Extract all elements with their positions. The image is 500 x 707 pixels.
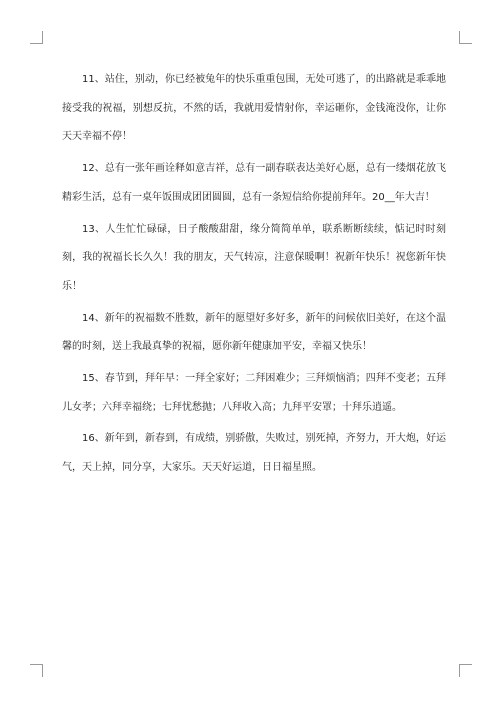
paragraph-14: 14、新年的祝福数不胜数，新年的愿望好多好多，新年的问候依旧美好，在这个温馨的时刻，送上我最真挚的祝福，愿你新年健康加平安，幸福又快乐！: [62, 312, 446, 353]
crop-mark-bottom-left: [30, 664, 43, 677]
paragraph-11: 11、站住，别动，你已经被兔年的快乐重重包围，无处可逃了，的出路就是乖乖地接受我的祝福，别想反抗，不然的话，我就用爱情射你，幸运砸你，金钱淹没你，让你天天幸福不停！: [62, 74, 446, 143]
paragraph-16: 16、新年到，新春到，有成绩，别骄傲，失败过，别死掉，齐努力，开大炮，好运气，天上掉，同分享，大家乐。天天好运道，日日福星照。: [62, 433, 446, 474]
crop-mark-top-right: [459, 31, 472, 44]
paragraph-12: 12、总有一张年画诠释如意吉祥，总有一副春联表达美好心愿，总有一缕烟花放飞精彩生活，总有一桌年饭围成团团圆圆，总有一条短信给你提前拜年。20__年大吉！: [62, 163, 446, 203]
crop-mark-bottom-right: [459, 664, 472, 677]
crop-mark-top-left: [30, 31, 43, 44]
paragraph-15: 15、春节到，拜年早：一拜全家好；二拜困难少；三拜烦恼消；四拜不变老；五拜儿女孝；六拜幸福绕；七拜忧愁抛；八拜收入高；九拜平安罩；十拜乐逍遥。: [62, 373, 446, 413]
paragraph-13: 13、人生忙忙碌碌，日子酸酸甜甜，缘分简简单单，联系断断续续，惦记时时刻刻，我的祝福长长久久！我的朋友，天气转凉，注意保暖啊！祝新年快乐！祝您新年快乐！: [62, 223, 446, 292]
document-body: [62, 66, 446, 486]
